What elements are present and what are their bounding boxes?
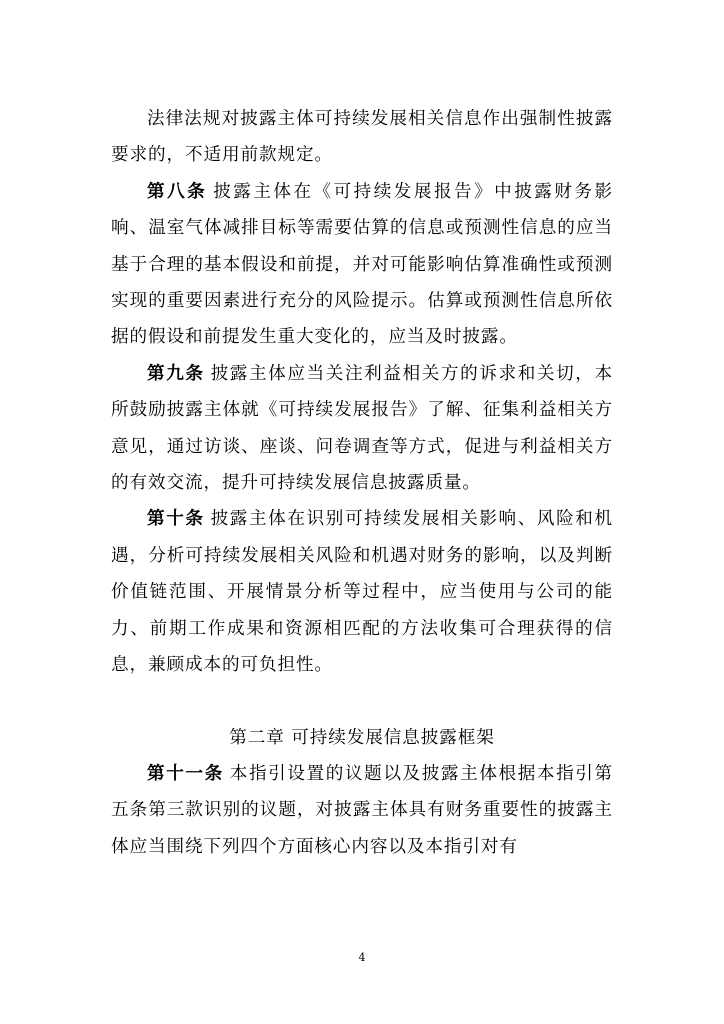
continuation-paragraph: 法律法规对披露主体可持续发展相关信息作出强制性披露要求的，不适用前款规定。 — [111, 109, 613, 166]
article-10 — [111, 501, 613, 683]
article-text: 披露主体应当关注利益相关方的诉求和关切，本所鼓励披露主体就《可持续发展报告》了解、征集利益相关方意见，通过访谈、座谈、问卷调查等方式，促进与利益相关方的有效交流，提升可持续发展信息披露质量。 — [111, 363, 613, 494]
article-number: 第十条 — [147, 509, 205, 530]
article-11 — [111, 756, 613, 865]
article-9 — [111, 356, 613, 502]
page-number: 4 — [358, 951, 366, 964]
chapter-heading: 第二章 可持续发展信息披露框架 — [229, 727, 495, 748]
article-8 — [111, 174, 613, 356]
article-number: 第八条 — [147, 181, 208, 202]
article-text: 披露主体在《可持续发展报告》中披露财务影响、温室气体减排目标等需要估算的信息或预测性信息的应当基于合理的基本假设和前提，并对可能影响估算准确性或预测实现的重要因素进行充分的风险提示。估算或预测性信息所依据的假设和前提发生重大变化的，应当及时披露。 — [111, 181, 613, 348]
article-number: 第十一条 — [147, 763, 224, 784]
document-body — [111, 101, 613, 865]
article-number: 第九条 — [147, 363, 205, 384]
article-text: 披露主体在识别可持续发展相关影响、风险和机遇，分析可持续发展相关风险和机遇对财务的影响，以及判断价值链范围、开展情景分析等过程中，应当使用与公司的能力、前期工作成果和资源相匹配的方法收集可合理获得的信息，兼顾成本的可负担性。 — [111, 509, 613, 676]
article-text: 本指引设置的议题以及披露主体根据本指引第五条第三款识别的议题，对披露主体具有财务重要性的披露主体应当围绕下列四个方面核心内容以及本指引对有 — [111, 763, 613, 857]
